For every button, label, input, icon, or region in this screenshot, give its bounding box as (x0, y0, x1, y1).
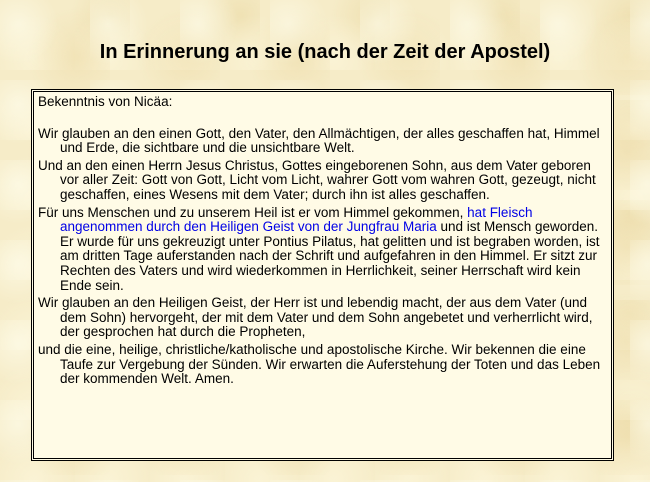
creed-text (38, 95, 607, 390)
incarnation-text-end: und ist Mensch geworden. Er wurde für uns gekreuzigt unter Pontius Pilatus, hat gelitten und ist begraben worden, ist am dritten Tage auferstanden nach der Schrift und aufgefahren in den Himmel. Er sitzt zur Rechten des Vaters und wird wiederkommen in Herrlichkeit, seiner Herrschaft wird kein Ende sein. (60, 219, 600, 293)
incarnation-highlight: hat Fleisch angenommen durch den Heiligen Geist von der Jungfrau Maria (60, 204, 533, 235)
creed-text-frame (31, 89, 614, 461)
slide-title: In Erinnerung an sie (nach der Zeit der Apostel) (99, 41, 551, 63)
creed-paragraph-church: und die eine, heilige, christliche/katholische und apostolische Kirche. Wir bekennen die eine Taufe zur Vergebung der Sünden. Wir erwarten die Auferstehung der Toten und das Leben der kommenden Welt. Amen. (38, 341, 601, 387)
creed-paragraph-father: Wir glauben an den einen Gott, den Vater, den Allmächtigen, der alles geschaffen hat, Himmel und Erde, die sichtbare und die unsichtbare Welt. (38, 125, 600, 156)
creed-paragraph-spirit: Wir glauben an den Heiligen Geist, der Herr ist und lebendig macht, der aus dem Vater (und dem Sohn) hervorgeht, der mit dem Vater und dem Sohn angebetet und verherrlicht wird, der gesprochen hat durch die Propheten, (38, 295, 593, 340)
creed-paragraph-incarnation (38, 206, 607, 294)
creed-paragraph-son: Und an den einen Herrn Jesus Christus, Gottes eingeborenen Sohn, aus dem Vater geboren vor aller Zeit: Gott von Gott, Licht vom Licht, wahrer Gott vom wahren Gott, gezeugt, nicht geschaffen, eines Wesens mit dem Vater; durch ihn ist alles geschaffen. (38, 157, 596, 202)
incarnation-text-start: Für uns Menschen und zu unserem Heil ist er vom Himmel gekommen, (38, 204, 468, 220)
creed-heading: Bekenntnis von Nicäa: (38, 94, 173, 109)
